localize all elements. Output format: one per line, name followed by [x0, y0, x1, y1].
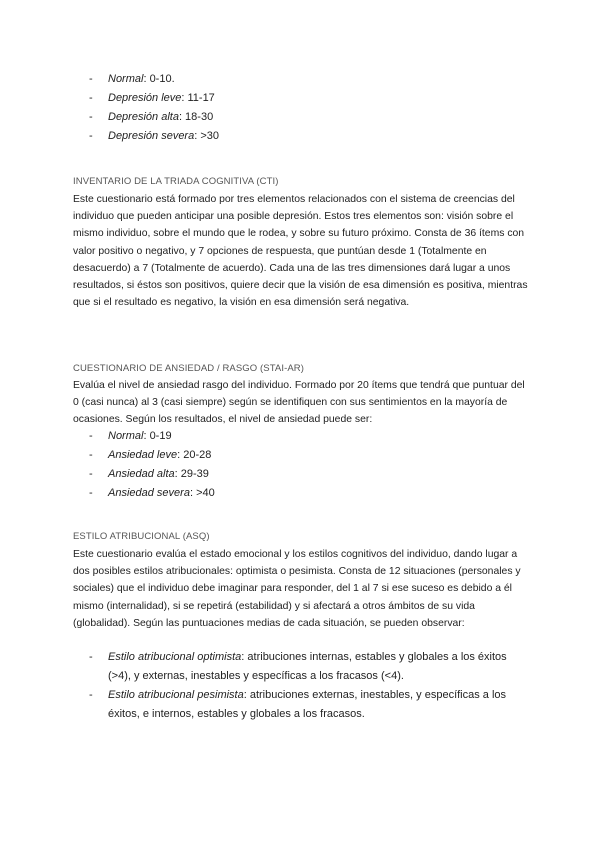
- list-item-term: Normal: [108, 430, 144, 442]
- bullet-dash: -: [89, 449, 93, 461]
- list-item-term: Depresión leve: [108, 92, 182, 104]
- depression-levels-list: [73, 70, 531, 146]
- list-item: [73, 465, 531, 484]
- section-heading-stai: CUESTIONARIO DE ANSIEDAD / RASGO (STAI-AR): [73, 363, 304, 374]
- bullet-dash: -: [89, 689, 93, 701]
- bullet-dash: -: [89, 487, 93, 499]
- list-item-value: : 20-28: [177, 449, 212, 461]
- list-item-value: : 29-39: [174, 468, 209, 480]
- list-item: [73, 648, 531, 686]
- section-paragraph-cti: Este cuestionario está formado por tres elementos relacionados con el sistema de creencias del individuo que pueden anticipar una posible depresión. Estos tres elementos son: visión sobre el mismo individuo, sobre el mundo que le rodea, y sobre su futuro próximo. Consta de 36 ítems con valor positivo o negativo, y 7 opciones de respuesta, que puntúan desde 1 (Totalmente en desacuerdo) a 7 (Totalmente de acuerdo). Cada una de las tres dimensiones dará lugar a unos resultados, si éstos son positivos, quiere decir que la visión de esa dimensión es positiva, mientras que si el resultado es negativo, la visión en esa dimensión será negativa.: [73, 194, 528, 309]
- list-item-term: Estilo atribucional pesimista: [108, 689, 244, 701]
- bullet-dash: -: [89, 651, 93, 663]
- list-item-term: Depresión severa: [108, 130, 195, 142]
- section-heading-asq: ESTILO ATRIBUCIONAL (ASQ): [73, 531, 210, 542]
- anxiety-levels-list: [73, 427, 531, 503]
- list-item-term: Ansiedad severa: [108, 487, 190, 499]
- bullet-dash: -: [89, 130, 93, 142]
- bullet-dash: -: [89, 430, 93, 442]
- list-item: [73, 484, 531, 503]
- list-item-term: Ansiedad alta: [108, 468, 175, 480]
- list-item-value: : >40: [189, 487, 215, 499]
- list-item-term: Ansiedad leve: [108, 449, 178, 461]
- bullet-dash: -: [89, 111, 93, 123]
- list-item-term: Estilo atribucional optimista: [108, 651, 242, 663]
- list-item: [73, 89, 531, 108]
- list-item-value: : 11-17: [181, 92, 215, 104]
- section-heading-cti: INVENTARIO DE LA TRIADA COGNITIVA (CTI): [73, 176, 279, 187]
- bullet-dash: -: [89, 73, 93, 85]
- list-item: [73, 427, 531, 446]
- bullet-dash: -: [89, 468, 93, 480]
- list-item-value: : 18-30: [178, 111, 214, 123]
- list-item: [73, 686, 531, 724]
- list-item-value: : 0-10.: [143, 73, 175, 85]
- list-item-term: Normal: [108, 73, 144, 85]
- section-paragraph-stai: Evalúa el nivel de ansiedad rasgo del individuo. Formado por 20 ítems que tendrá que puntuar del 0 (casi nunca) al 3 (casi siempre) según se identifiquen con sus sentimientos en la mayoría de ocasiones. Según los resultados, el nivel de ansiedad puede ser:: [73, 380, 525, 426]
- list-item: [73, 70, 531, 89]
- list-item-value: : atribuciones externas, inestables, y específicas a los éxitos, e internos, estables y globales a los fracasos.: [108, 689, 507, 720]
- bullet-dash: -: [89, 92, 93, 104]
- list-item: [73, 446, 531, 465]
- list-item-value: : atribuciones internas, estables y globales a los éxitos (>4), y externas, inestables y específicas a los fracasos (<4).: [108, 651, 507, 682]
- list-item: [73, 127, 531, 146]
- list-item-value: : 0-19: [143, 430, 172, 442]
- list-item-value: : >30: [194, 130, 219, 142]
- list-item-term: Depresión alta: [108, 111, 179, 123]
- attributional-styles-list: [73, 648, 531, 724]
- section-paragraph-asq: Este cuestionario evalúa el estado emocional y los estilos cognitivos del individuo, dando lugar a dos posibles estilos atribucionales: optimista o pesimista. Consta de 12 situaciones (personales y sociales) que el individuo debe imaginar para responder, del 1 al 7 si ese suceso es debido a él mismo (internalidad), si se repetirá (estabilidad) y si afectará a otros ámbitos de su vida (globalidad). Según las puntuaciones medias de cada situación, se pueden observar:: [73, 549, 521, 629]
- list-item: [73, 108, 531, 127]
